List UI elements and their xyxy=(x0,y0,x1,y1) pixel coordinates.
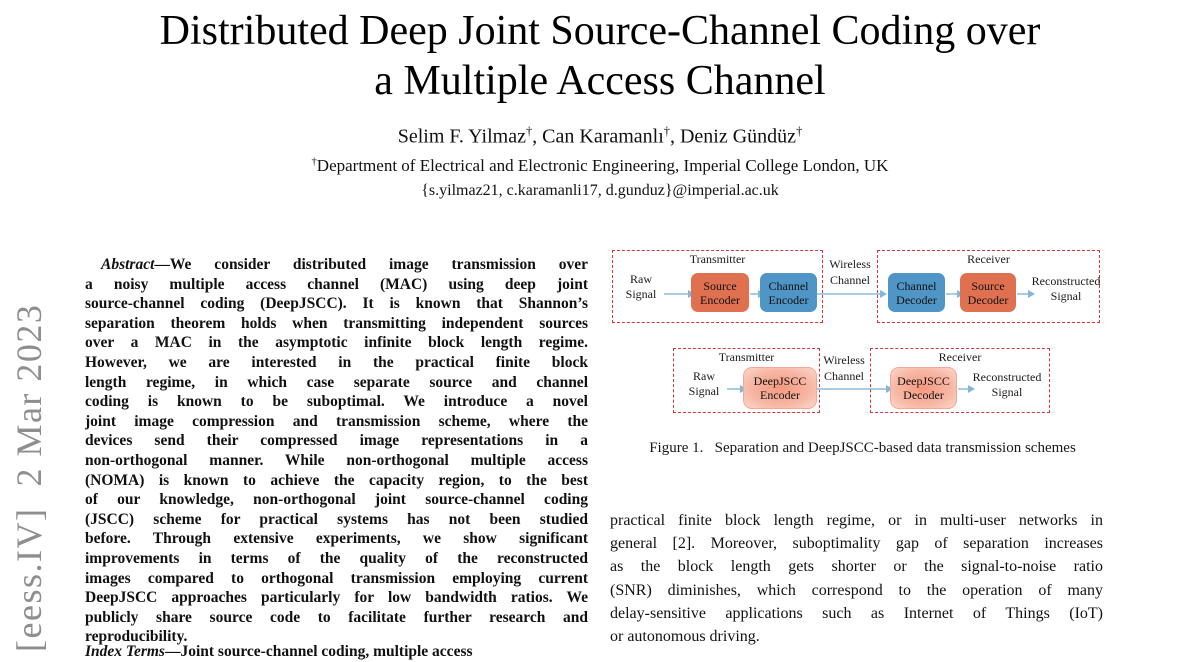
abstract-line: (NOMA) is known to achieve the capacity region, to the best xyxy=(85,471,588,489)
d2-reconstructed-signal-label xyxy=(971,370,1043,400)
abstract-line: non-orthogonal manner. While non-orthogonal multiple access xyxy=(85,451,588,469)
d1-transmitter-label: Transmitter xyxy=(689,252,746,266)
body-last-line: or autonomous driving. xyxy=(610,628,760,646)
index-terms-lead: Index Terms xyxy=(85,643,165,660)
body-line: practical finite block length regime, or in multi-user networks in xyxy=(610,512,1103,529)
author-line xyxy=(0,124,1200,149)
label-line: Raw xyxy=(693,369,715,383)
d1-arrow-raw-to-source-encoder xyxy=(664,293,689,295)
d1-reconstructed-signal-label xyxy=(1030,274,1102,304)
body-line: (SNR) diminishes, which correspond to the operation of many xyxy=(610,581,1103,599)
d1-arrow-channel-to-source-decoder xyxy=(946,293,958,295)
label-line: Signal xyxy=(688,384,720,398)
abstract-line: length regime, in which case separate source and channel xyxy=(85,373,588,391)
paper-title-line1: Distributed Deep Joint Source-Channel Coding over xyxy=(159,8,1041,54)
figure-caption: Figure 1. Separation and DeepJSCC-based data transmission schemes xyxy=(649,440,1076,456)
body-text-column xyxy=(610,509,1103,648)
affiliation-text: Department of Electrical and Electronic Engineering, Imperial College London, UK xyxy=(316,156,889,175)
label-line: DeepJSCC xyxy=(897,374,950,388)
d1-source-encoder-block xyxy=(691,273,749,312)
label-line: DeepJSCC xyxy=(753,374,807,388)
abstract-line: images compared to orthogonal transmission employing current xyxy=(85,569,588,587)
label-line: Reconstructed xyxy=(972,370,1042,384)
affiliation-dagger: † xyxy=(311,156,317,168)
label-line: Encoder xyxy=(760,388,800,402)
d1-arrow-channel-encoder-to-decoder xyxy=(817,293,881,295)
d2-deepjscc-decoder-block xyxy=(890,367,957,409)
body-lines xyxy=(610,509,1103,625)
abstract-line: (JSCC) scheme for practical systems has not been studied xyxy=(85,510,588,528)
d2-raw-signal-label xyxy=(681,369,727,399)
index-terms-text: —Joint source-channel coding, multiple access xyxy=(164,643,473,660)
label-line: Encoder xyxy=(768,292,809,307)
abstract-line: improvements in terms of the quality of the reconstructed xyxy=(85,549,588,567)
d1-channel-encoder-block xyxy=(760,273,817,312)
figure-1 xyxy=(610,248,1115,463)
d1-raw-signal-label xyxy=(618,272,664,302)
label-line: Channel xyxy=(768,278,809,293)
d1-receiver-label: Receiver xyxy=(967,252,1010,266)
abstract-line: separation theorem holds when transmitting independent sources xyxy=(85,314,588,332)
paper-title-line2: a Multiple Access Channel xyxy=(374,58,826,104)
abstract xyxy=(85,255,588,647)
label-line: Encoder xyxy=(700,292,740,307)
abstract-line: of our knowledge, non-orthogonal joint source-channel coding xyxy=(85,491,588,509)
label-line: Reconstructed xyxy=(1031,274,1101,288)
abstract-line: coding is known to be suboptimal. We introduce a novel xyxy=(85,393,588,411)
abstract-line: over a MAC in the asymptotic infinite block length regime. xyxy=(85,334,588,352)
abstract-line: before. Through extensive experiments, we show significant xyxy=(85,530,588,548)
author-separator: , xyxy=(669,125,680,148)
author-name: Can Karamanlı xyxy=(542,125,664,148)
abstract-line: joint image compression and transmission scheme, where the xyxy=(85,412,588,430)
author-name: Selim F. Yilmaz xyxy=(397,125,526,148)
author-dagger: † xyxy=(525,124,533,138)
abstract-line: a noisy multiple access channel (MAC) using deep joint xyxy=(85,275,588,293)
abstract-line: devices send their compressed image representations in a xyxy=(85,432,588,450)
abstract-line: However, we are interested in the practical finite block xyxy=(85,353,588,371)
author-dagger: † xyxy=(663,124,670,138)
label-line: Channel xyxy=(830,273,870,287)
label-line: Wireless xyxy=(823,353,865,367)
label-line: Decoder xyxy=(896,292,937,307)
label-line: Wireless xyxy=(829,257,871,271)
d2-wireless-channel-label xyxy=(816,352,872,384)
abstract-line: publicly share source code to facilitate further research and xyxy=(85,608,588,626)
author-separator: , xyxy=(532,125,543,148)
abstract-clipped-next-line xyxy=(85,642,588,660)
abstract-first-line-text: —We consider distributed image transmission over xyxy=(154,256,588,273)
d1-arrow-source-to-channel-encoder xyxy=(750,293,759,295)
d2-deepjscc-encoder-block xyxy=(743,367,817,409)
label-line: Source xyxy=(971,278,1005,293)
label-line: Raw xyxy=(630,272,652,286)
body-line: general [2]. Moreover, suboptimality gap of separation increases xyxy=(610,535,1103,553)
d2-transmitter-label: Transmitter xyxy=(718,350,775,364)
author-name: Deniz Gündüz xyxy=(679,125,797,148)
abstract-line: source-channel coding (DeepJSCC). It is known that Shannon’s xyxy=(85,295,588,313)
label-line: Decoder xyxy=(967,292,1009,307)
d1-wireless-channel-label xyxy=(820,256,880,288)
paper-title xyxy=(0,6,1200,106)
abstract-last-line: reproducibility. xyxy=(85,628,188,646)
body-line: delay-sensitive applications such as Internet of Things (IoT) xyxy=(610,604,1103,622)
d1-source-decoder-block xyxy=(960,273,1016,312)
body-line: as the block length gets shorter or the signal-to-noise ratio xyxy=(610,558,1103,576)
d2-arrow-decoder-to-output xyxy=(958,388,969,390)
label-line: Signal xyxy=(625,287,657,301)
label-line: Source xyxy=(703,278,737,293)
email-line: {s.yilmaz21, c.karamanli17, d.gunduz}@imperial.ac.uk xyxy=(421,182,779,199)
d1-arrow-source-decoder-to-output xyxy=(1017,293,1029,295)
label-line: Signal xyxy=(991,385,1023,399)
arxiv-watermark: [eess.IV] 2 Mar 2023 xyxy=(9,303,49,652)
abstract-first-line xyxy=(85,255,588,275)
affiliation-line xyxy=(0,156,1200,176)
abstract-lead-label: Abstract xyxy=(101,256,155,273)
d2-receiver-label: Receiver xyxy=(938,350,982,364)
label-line: Decoder xyxy=(903,388,944,402)
d1-channel-decoder-block xyxy=(888,273,945,312)
label-line: Signal xyxy=(1050,289,1082,303)
label-line: Channel xyxy=(896,278,937,293)
abstract-lines xyxy=(85,275,588,628)
d2-arrow-raw-to-encoder xyxy=(727,388,741,390)
label-line: Channel xyxy=(824,369,864,383)
abstract-line: DeepJSCC approaches particularly for low bandwidth ratios. We xyxy=(85,589,588,607)
author-dagger: † xyxy=(796,124,803,138)
